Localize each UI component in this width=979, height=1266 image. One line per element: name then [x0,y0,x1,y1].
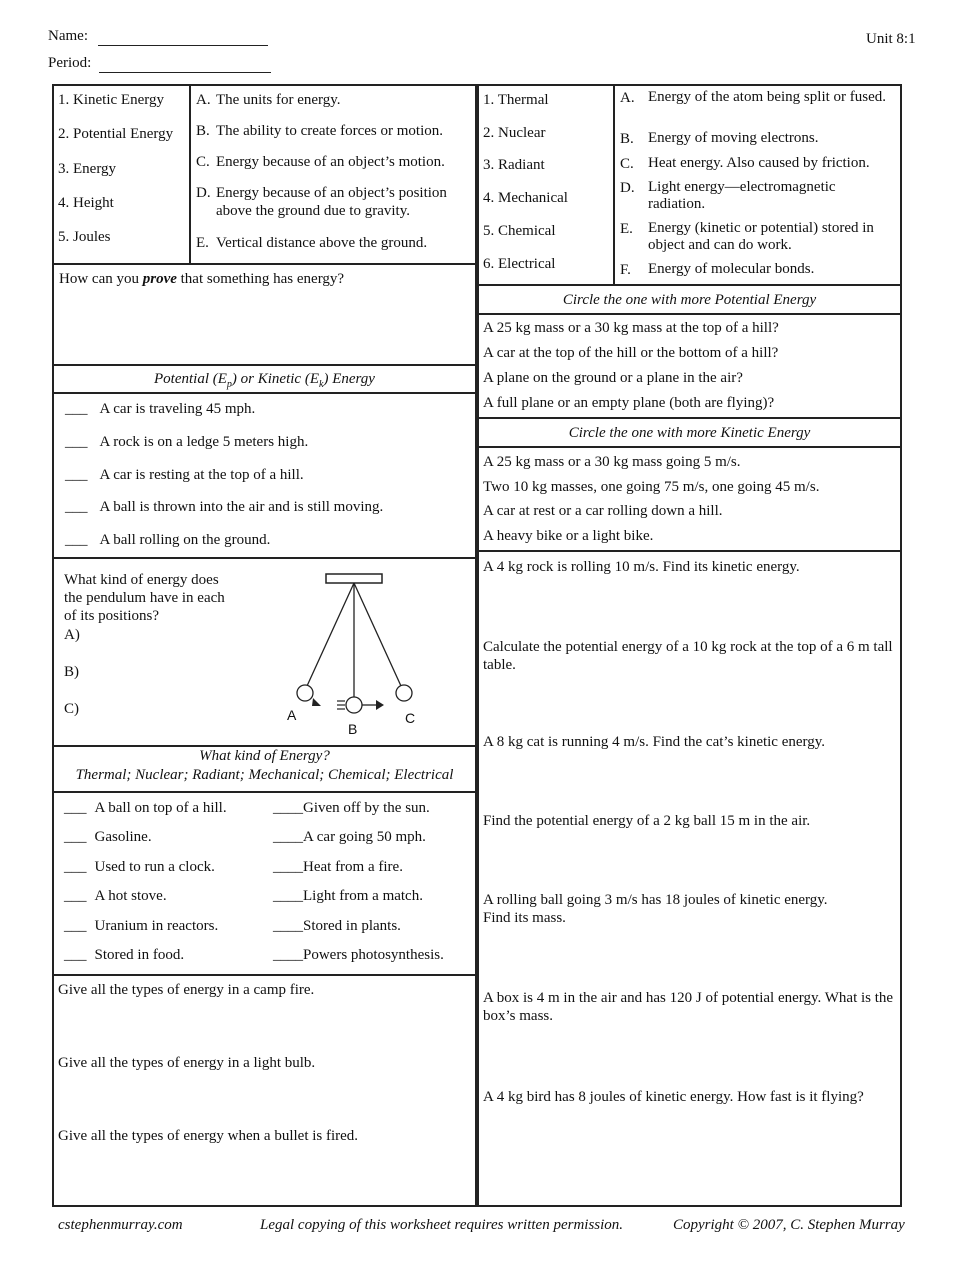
match2-term: 4. Mechanical [483,190,568,206]
match2-def: Energy (kinetic or potential) stored in object and can do work. [648,220,874,253]
unit-label: Unit 8:1 [866,31,916,47]
pk-title: Potential $(E_p)$ or Kinetic $(E_k)$ Energy [154,371,375,390]
name-label: Name: [48,28,88,44]
match1-def: Vertical distance above the ground. [216,235,428,251]
problem: Find the potential energy of a 2 kg ball 15 m in the air. [483,813,811,829]
name-blank[interactable] [98,28,268,46]
problem: A box is 4 m in the air and has 120 J of potential energy. What is the box’s mass. [483,990,894,1024]
kinds-title: What kind of Energy? [199,748,330,764]
pk-item[interactable]: ___ A rock is on a ledge 5 meters high. [65,434,309,450]
circle-ke-item[interactable]: Two 10 kg masses, one going 75 m/s, one going 45 m/s. [483,479,820,495]
match1-term: 5. Joules [58,229,111,245]
match1-def: The ability to create forces or motion. [216,123,443,139]
pendulum-answer-b: B) [64,664,79,680]
problem: Calculate the potential energy of a 10 kg rock at the top of a 6 m tall table. [483,639,893,673]
kinds-item[interactable]: ___ Gasoline. [64,829,152,845]
pendulum-string-a [307,583,354,686]
match2-def-letter: B. [620,131,634,147]
kinds-item[interactable]: ____Powers photosynthesis. [273,947,444,963]
kinds-item[interactable]: ___ Stored in food. [64,947,185,963]
arrow-icon [312,698,321,706]
match2-term: 5. Chemical [483,223,556,239]
kinds-item[interactable]: ___ A hot stove. [64,888,167,904]
match2-def-letter: D. [620,180,635,196]
kinds-item[interactable]: ___ A ball on top of a hill. [64,800,227,816]
match2-term: 2. Nuclear [483,125,546,141]
pendulum-bob-a [297,685,313,701]
match1-def-letter: B. [196,123,210,139]
match2-divider [613,84,615,285]
match1-def: The units for energy. [216,92,341,108]
pendulum-answer-a: A) [64,627,80,643]
match1-def: Energy because of an object’s position above the ground due to gravity. [216,185,447,219]
kinds-item[interactable]: ____Heat from a fire. [273,859,403,875]
match2-def: Energy of molecular bonds. [648,261,815,277]
circle-pe-title: Circle the one with more Potential Energy [562,292,817,308]
kinds-item[interactable]: ____Given off by the sun. [273,800,430,816]
circle-ke-title: Circle the one with more Kinetic Energy [568,425,811,441]
match1-term: 1. Kinetic Energy [58,92,164,108]
kinds-item[interactable]: ____A car going 50 mph. [273,829,426,845]
footer-legal: Legal copying of this worksheet requires written permission. [260,1217,624,1233]
kinds-item[interactable]: ____Light from a match. [273,888,423,904]
pendulum-string-c [354,583,401,686]
circle-ke-item[interactable]: A car at rest or a car rolling down a hill. [483,503,723,519]
pk-item[interactable]: ___ A car is traveling 45 mph. [65,401,256,417]
circle-pe-item[interactable]: A plane on the ground or a plane in the air? [483,370,743,386]
match2-term: 3. Radiant [483,157,545,173]
pendulum-answer-c: C) [64,701,79,717]
pendulum-bob-c [396,685,412,701]
pendulum-diagram [280,568,440,738]
match2-term: 6. Electrical [483,256,556,272]
match2-def-letter: C. [620,156,634,172]
circle-pe-item[interactable]: A full plane or an empty plane (both are flying)? [483,395,775,411]
pk-item[interactable]: ___ A ball is thrown into the air and is still moving. [65,499,384,515]
period-line[interactable] [48,55,271,73]
match1-term: 4. Height [58,195,114,211]
match2-def: Heat energy. Also caused by friction. [648,155,870,171]
match1-def-letter: A. [196,92,211,108]
pendulum-label-b: B [348,721,358,737]
circle-pe-item[interactable]: A 25 kg mass or a 30 kg mass at the top of a hill? [483,320,779,336]
kinds-item[interactable]: ___ Used to run a clock. [64,859,215,875]
pendulum-label-a: A [287,707,297,723]
footer-copyright: Copyright © 2007, C. Stephen Murray [673,1217,905,1233]
types-question: Give all the types of energy in a light bulb. [58,1055,316,1071]
kinds-subtitle: Thermal; Nuclear; Radiant; Mechanical; Chemical; Electrical [75,767,454,783]
kinds-item[interactable]: ___ Uranium in reactors. [64,918,219,934]
pendulum-label-c: C [405,710,416,726]
match2-def-letter: A. [620,90,635,106]
prove-question: How can you prove that something has energy? [59,271,345,287]
circle-ke-item[interactable]: A 25 kg mass or a 30 kg mass going 5 m/s. [483,454,741,470]
pk-item[interactable]: ___ A ball rolling on the ground. [65,532,271,548]
prove-emphasis: prove [142,271,177,287]
match2-term: 1. Thermal [483,92,549,108]
circle-ke-item[interactable]: A heavy bike or a light bike. [483,528,654,544]
match1-def-letter: D. [196,185,211,201]
pendulum-support [326,574,382,583]
match2-def-letter: E. [620,221,633,237]
problem: A 4 kg rock is rolling 10 m/s. Find its kinetic energy. [483,559,800,575]
name-line[interactable] [48,28,268,46]
match1-def-letter: C. [196,154,210,170]
period-label: Period: [48,55,92,71]
match1-def-letter: E. [196,235,209,251]
types-question: Give all the types of energy when a bullet is fired. [58,1128,359,1144]
footer-site[interactable]: cstephenmurray.com [58,1217,183,1233]
circle-pe-item[interactable]: A car at the top of the hill or the bottom of a hill? [483,345,779,361]
types-question: Give all the types of energy in a camp fire. [58,982,315,998]
problem: A 8 kg cat is running 4 m/s. Find the cat’s kinetic energy. [483,734,826,750]
problem: A 4 kg bird has 8 joules of kinetic energy. How fast is it flying? [483,1089,864,1105]
match1-def: Energy because of an object’s motion. [216,154,445,170]
pendulum-question-line: What kind of energy does [64,572,219,588]
match2-def-letter: F. [620,262,631,278]
pk-item[interactable]: ___ A car is resting at the top of a hill. [65,467,304,483]
kinds-item[interactable]: ____Stored in plants. [273,918,401,934]
match1-term: 2. Potential Energy [58,126,174,142]
match2-def: Energy of the atom being split or fused. [648,89,887,105]
arrow-icon [376,700,384,710]
period-blank[interactable] [99,55,271,73]
pendulum-question-line: of its positions? [64,608,160,624]
pendulum-question-line: the pendulum have in each [64,590,225,606]
match1-divider [189,84,191,264]
pendulum-bob-b [346,697,362,713]
match2-def: Energy of moving electrons. [648,130,819,146]
problem: A rolling ball going 3 m/s has 18 joules of kinetic energy. Find its mass. [483,892,828,926]
match2-def: Light energy—electromagnetic radiation. [648,179,836,212]
match1-term: 3. Energy [58,161,117,177]
